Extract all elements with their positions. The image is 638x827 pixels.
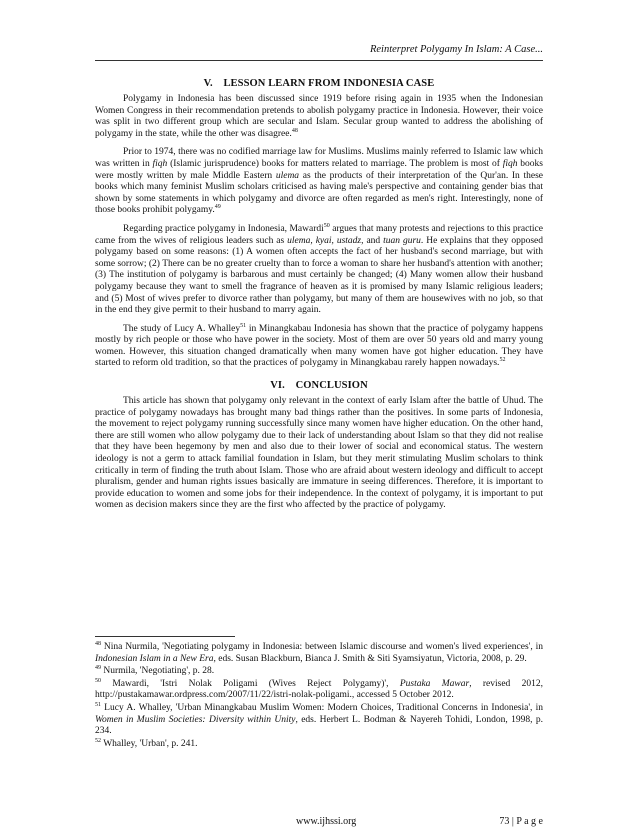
paragraph-text: as the products of their interpretation of the Qur'an. In these books which many feminist Muslim scholars criticised as having male's perspective and containing gender bias that shown by some statements in which polygamy and divorce are often regarded as men's right. Interestingly, none of those books prohibit polygamy. — [95, 170, 543, 216]
footnote-text: Nina Nurmila, 'Negotiating polygamy in Indonesia: between Islamic discourse and women's lived experiences', in — [101, 642, 543, 652]
footnote-text: Lucy A. Whalley, 'Urban Minangkabau Muslim Women: Modern Choices, Traditional Concerns in Indonesia', in — [101, 702, 543, 713]
footnote-ref: 52 — [499, 357, 506, 364]
paragraph-mawardi — [95, 224, 543, 317]
footnote-ref: 48 — [291, 127, 298, 134]
italic-term: ulema — [275, 170, 300, 181]
footnote-text: Mawardi, 'Istri Nolak Poligami (Wives Reject Polygamy)', — [101, 678, 400, 689]
italic-term: fiqh — [152, 158, 168, 169]
paragraph-conclusion — [95, 396, 543, 512]
footnote-number: 50 — [95, 677, 101, 684]
section-heading-lesson — [95, 78, 543, 89]
footnote-rule — [95, 636, 235, 637]
footnote-48 — [95, 642, 543, 665]
footnote-number: 51 — [95, 701, 101, 708]
italic-term: ulema, kyai, ustadz — [287, 235, 362, 246]
footnote-number: 48 — [95, 640, 101, 647]
footnotes — [95, 642, 543, 751]
footnote-text: , eds. Herbert L. Bodman & Nayereh Tohidi, London, 1998, p. 234. — [95, 714, 543, 737]
footnote-text: Nurmila, 'Negotiating', p. 28. — [101, 666, 215, 677]
paragraph-text: books were mostly written by male Middle Eastern — [95, 158, 544, 181]
section-title: CONCLUSION — [295, 380, 368, 392]
footnote-number: 52 — [95, 737, 101, 744]
paragraph-text: Regarding practice polygamy in Indonesia, Mawardi — [123, 223, 324, 234]
page-number: 73 | P a g e — [499, 816, 543, 827]
footnote-number: 49 — [95, 665, 101, 672]
footer-url: www.ijhssi.org — [296, 816, 357, 827]
footnote-text: , revised 2012, http://pustakamawar.ordpress.com/2007/11/22/istri-nolak-poligami., accessed 5 October 2012. — [95, 678, 543, 701]
paragraph-text: , and — [361, 235, 384, 246]
paragraph-marriage-law — [95, 147, 543, 217]
section-heading-conclusion — [95, 380, 543, 391]
paragraph-text: (Islamic jurisprudence) books for matters related to marriage. The problem is most of — [167, 158, 503, 169]
section-title: LESSON LEARN FROM INDONESIA CASE — [223, 78, 435, 89]
footnote-ref: 50 — [323, 222, 330, 229]
footnote-ref: 49 — [214, 204, 221, 211]
footnote-51 — [95, 703, 543, 738]
footnote-title: Women in Muslim Societies: Diversity within Unity — [95, 714, 296, 725]
paragraph-text: This article has shown that polygamy only relevant in the context of early Islam after the battle of Uhud. The practice of polygamy nowadays has brought many bad things rather than the positives. In some parts of Indonesia, the movement to reject polygamy running successfully since many women have higher education. On the other hand, there are still women who allow polygamy due to their lack of understanding about Islam so that they did not realise that they have been hegemony by men and also due to their lower of social and economical status. The western ideology is not a germ to attack familial foundation in Islam, but they merit stimulating Muslim scholars to think critically in term of finding the truth about Islam. Those who are afraid about western ideology and difficult to accept pluralism, gender and human rights issues basically are immature in seeing differences. Therefore, it is important to provide education to women and some jobs for their independence. In the context of polygamy, it is important to put women as decision makers since they are the first who affected by the practice of polygamy. — [95, 396, 543, 511]
main-content — [95, 68, 543, 519]
section-number: V. — [203, 78, 213, 89]
footnote-ref: 51 — [240, 322, 247, 329]
paragraph-text: in Minangkabau Indonesia has shown that the practice of polygamy happens mostly by rich people or those who have power in the society. Most of them are over 50 years old and marry young women. However, this situation changed dramatically when many women have got higher education. They have started to reform old tradition, so that the practices of polygamy in Minangkabau rarely happen nowadays. — [95, 323, 543, 369]
paragraph-whalley — [95, 324, 543, 370]
footnote-title: Indonesian Islam in a New Era — [95, 653, 214, 664]
footnote-50 — [95, 679, 543, 702]
footnote-49 — [95, 666, 543, 678]
italic-term: tuan guru — [383, 235, 421, 246]
italic-term: fiqh — [502, 158, 518, 169]
running-header: Reinterpret Polygamy In Islam: A Case... — [369, 44, 543, 55]
header-rule — [95, 60, 543, 61]
section-number: VI. — [270, 380, 285, 392]
footnote-text: Whalley, 'Urban', p. 241. — [101, 738, 198, 749]
paragraph-text: The study of Lucy A. Whalley — [123, 323, 241, 334]
paragraph-text: argues that many protests and rejections to this practice came from the wives of religious leaders such as — [95, 223, 543, 246]
footnote-text: , eds. Susan Blackburn, Bianca J. Smith & Siti Syamsiyatun, Victoria, 2008, p. 29. — [213, 653, 527, 664]
footnote-52 — [95, 739, 543, 751]
paragraph-polygamy-history — [95, 94, 543, 140]
paragraph-text: . He explains that they opposed polygamy based on some reasons: (1) A women often accepts the fact of her husband's second marriage, but with some sorrow; (2) There can be no greater cruelty than to force a woman to share her husband's attention with another; (3) The institution of polygamy is barbarous and must certainly be changed; (4) Many women allow their husband polygamy because they want to smell the fragrance of heaven as it is promised by many Islamic religious leaders; and (5) Most of wives prefer to divorce rather than polygamy, but many of them are housewives with no job, so that in the end they give permit to their husband to marry again. — [95, 235, 543, 316]
paragraph-text: Prior to 1974, there was no codified marriage law for Muslims. Muslims mainly referred to Islamic law which was written in — [95, 147, 543, 169]
paragraph-text: Polygamy in Indonesia has been discussed since 1919 before rising again in 1935 when the Indonesian Women Congress in their recommendation pretends to abolish polygamy practice in Indonesia. However, their voice was split in two different group which are secular and Islam. Secular group wanted to address the abolishing of polygamy in the state, while the other was disagree. — [95, 94, 543, 139]
footnote-title: Pustaka Mawar — [399, 678, 470, 689]
